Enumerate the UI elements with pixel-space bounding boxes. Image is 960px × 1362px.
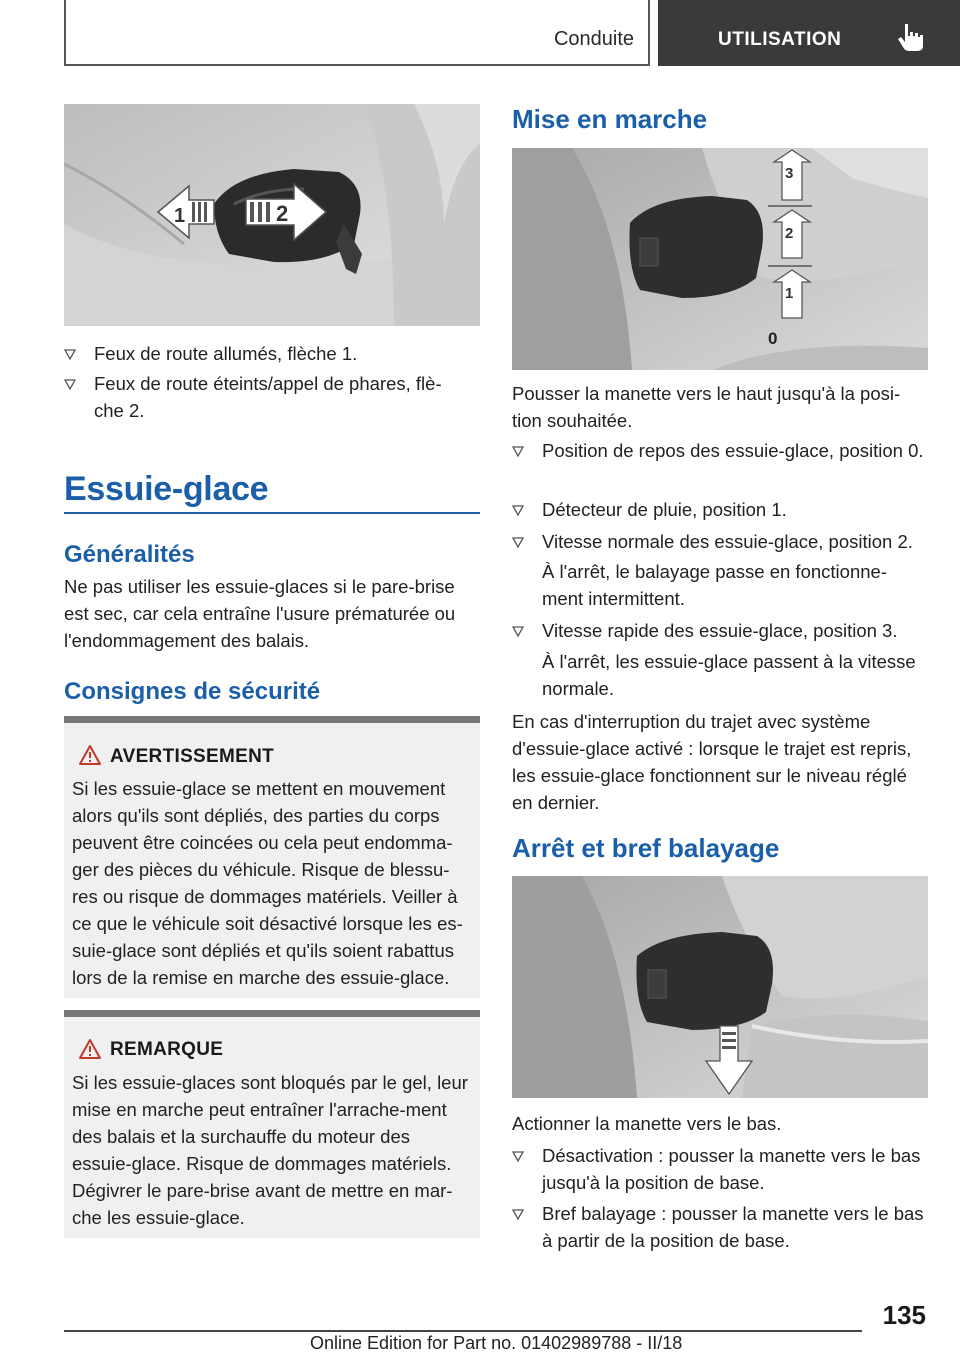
warning-triangle-icon [78, 744, 102, 766]
list-item [512, 528, 928, 555]
bullet-triangle-icon [512, 626, 524, 637]
list-item [64, 340, 480, 367]
section-title-rule [64, 512, 480, 514]
header-divider-left [64, 0, 66, 66]
position-1-label: 1 [785, 285, 794, 302]
header-chapter-tab [658, 0, 960, 66]
bullet-triangle-icon [512, 1209, 524, 1220]
warning-box [64, 716, 480, 998]
position-3-label: 3 [785, 165, 794, 182]
header-chapter-title: UTILISATION [718, 29, 842, 50]
header-divider-right [648, 0, 650, 66]
start-paragraph: Pousser la manette vers le haut jusqu'à la posi-tion souhaitée. [512, 383, 901, 431]
notice-text: Si les essuie-glaces sont bloqués par le gel, leur mise en marche peut entraîner l'arrache-ment des balais et la surchauffe du moteur des essuie-glace. Risque de dommages matériels. Dégivrer le pare-brise avant de mettre en mar-che les essuie-glace. [72, 1072, 468, 1228]
subsection-title-general: Généralités [64, 541, 195, 568]
bullet-text: Vitesse rapide des essuie-glace, position 3. [542, 620, 898, 641]
footer-rule [64, 1330, 862, 1332]
bullet-text: Feux de route allumés, flèche 1. [94, 343, 358, 364]
bullet-text: Feux de route éteints/appel de phares, flè- che 2. [94, 373, 442, 421]
bullet-triangle-icon [64, 379, 76, 390]
subsection-title-start: Mise en marche [512, 104, 708, 134]
section-title: Essuie-glace [64, 470, 269, 508]
warning-text: Si les essuie-glace se mettent en mouvement alors qu'ils sont dépliés, des parties du corps peuvent être coincées ou cela peut endomma-ger des pièces du véhicule. Risque de blessu-res ou risque de dommages matériels. Veiller à ce que le véhicule soit désactivé lorsque les es-suie-glace sont dépliés et qu'ils soient rabattus lors de la remise en marche des essuie-glace. [72, 778, 463, 988]
list-item [512, 437, 928, 491]
interrupt-paragraph: En cas d'interruption du trajet avec système d'essuie-glace activé : lorsque le trajet est repris, les essuie-glace fonctionnent sur le niveau réglé en dernier. [512, 711, 912, 813]
list-item [64, 370, 480, 424]
position-0-label: 0 [768, 329, 778, 348]
position-2-label: 2 [785, 225, 794, 242]
footer-edition: Online Edition for Part no. 01402989788 - II/18 [310, 1333, 683, 1353]
figure-wiper-down [512, 876, 928, 1098]
bullet-text: Vitesse normale des essuie-glace, position 2. [542, 531, 913, 552]
bullet-text: Bref balayage : pousser la manette vers le bas à partir de la position de base. [542, 1203, 924, 1251]
bullet-subtext: À l'arrêt, les essuie-glace passent à la vitesse normale. [542, 651, 916, 699]
pointing-hand-icon [896, 22, 924, 52]
list-item [512, 496, 928, 523]
notice-bar [64, 1010, 480, 1017]
page-number: 135 [882, 1300, 926, 1330]
warning-title: AVERTISSEMENT [110, 746, 275, 767]
bullet-triangle-icon [64, 349, 76, 360]
stop-paragraph: Actionner la manette vers le bas. [512, 1113, 782, 1134]
subsection-title-stop: Arrêt et bref balayage [512, 833, 780, 863]
figure-headlight-stalk [64, 104, 480, 326]
header-rule [64, 64, 650, 66]
bullet-text: Désactivation : pousser la manette vers le bas jusqu'à la position de base. [542, 1145, 921, 1193]
subsection-title-safety: Consignes de sécurité [64, 678, 321, 705]
bullet-triangle-icon [512, 1151, 524, 1162]
list-item [512, 1142, 928, 1196]
header-section-title: Conduite [553, 28, 634, 50]
arrow-2-label: 2 [276, 201, 289, 226]
bullet-text: Détecteur de pluie, position 1. [542, 499, 787, 520]
bullet-triangle-icon [512, 446, 524, 457]
list-item [512, 1200, 928, 1254]
warning-triangle-icon [78, 1038, 102, 1060]
warning-bar [64, 716, 480, 723]
bullet-triangle-icon [512, 505, 524, 516]
bullet-subtext: À l'arrêt, le balayage passe en fonctionne-ment intermittent. [542, 561, 887, 609]
general-paragraph: Ne pas utiliser les essuie-glaces si le pare-brise est sec, car cela entraîne l'usure prématurée ou l'endommagement des balais. [64, 576, 456, 651]
arrow-1-label: 1 [174, 205, 186, 227]
bullet-triangle-icon [512, 537, 524, 548]
bullet-text: Position de repos des essuie-glace, position 0. [542, 440, 924, 461]
list-item [512, 617, 928, 644]
notice-box [64, 1010, 480, 1238]
notice-title: REMARQUE [110, 1039, 224, 1060]
figure-wiper-positions [512, 148, 928, 370]
